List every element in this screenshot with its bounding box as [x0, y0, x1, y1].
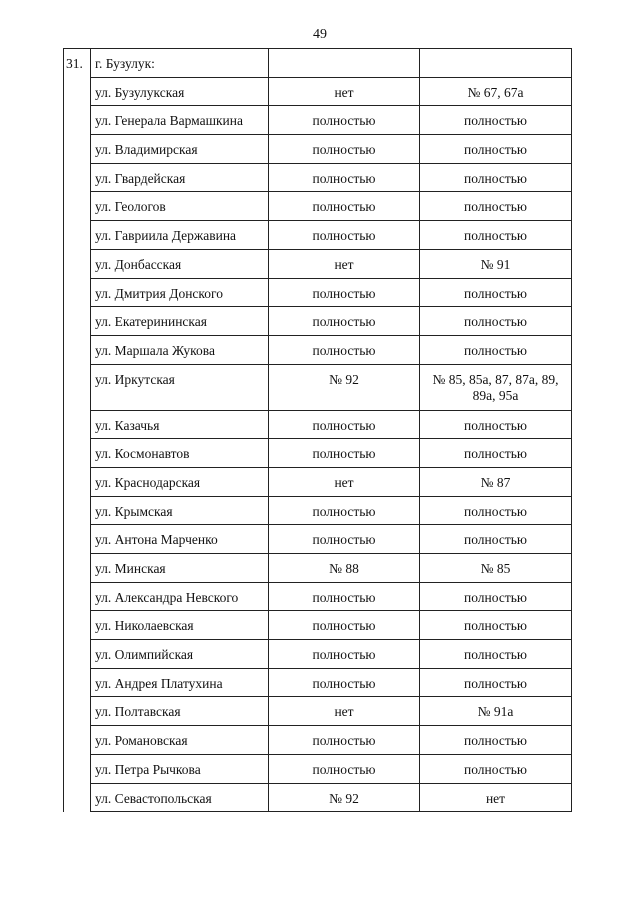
- value-a: нет: [269, 467, 420, 496]
- table-row: [64, 640, 572, 669]
- page-number: 49: [313, 27, 327, 42]
- value-b: № 67, 67а: [420, 77, 572, 106]
- row-number-cell: [64, 640, 91, 669]
- row-number-cell: [64, 467, 91, 496]
- table-row: [64, 106, 572, 135]
- value-b: полностью: [420, 106, 572, 135]
- row-number-cell: [64, 335, 91, 364]
- value-a: нет: [269, 249, 420, 278]
- value-b: полностью: [420, 582, 572, 611]
- row-number-cell: [64, 783, 91, 812]
- value-a: полностью: [269, 163, 420, 192]
- group-header-row: [64, 49, 572, 78]
- value-b: полностью: [420, 668, 572, 697]
- group-cell-a: [269, 49, 420, 78]
- street-name: ул. Генерала Вармашкина: [91, 106, 269, 135]
- row-number-cell: [64, 77, 91, 106]
- street-name: ул. Геологов: [91, 192, 269, 221]
- row-number-cell: [64, 192, 91, 221]
- row-number-cell: [64, 364, 91, 410]
- row-number-cell: [64, 410, 91, 439]
- street-name: ул. Бузулукская: [91, 77, 269, 106]
- table-row: [64, 192, 572, 221]
- street-name: ул. Крымская: [91, 496, 269, 525]
- value-a: нет: [269, 77, 420, 106]
- value-b: нет: [420, 783, 572, 812]
- value-a: № 88: [269, 554, 420, 583]
- value-b: полностью: [420, 192, 572, 221]
- value-a: полностью: [269, 410, 420, 439]
- streets-table-body: [64, 49, 572, 812]
- table-row: [64, 221, 572, 250]
- streets-table: [63, 48, 572, 812]
- row-number-cell: [64, 106, 91, 135]
- row-number-cell: [64, 221, 91, 250]
- value-a: полностью: [269, 135, 420, 164]
- group-city: г. Бузулук:: [91, 49, 269, 78]
- value-a: полностью: [269, 496, 420, 525]
- value-b: № 91: [420, 249, 572, 278]
- row-number-cell: [64, 582, 91, 611]
- row-number-cell: [64, 611, 91, 640]
- table-row: [64, 439, 572, 468]
- table-row: [64, 496, 572, 525]
- value-b: полностью: [420, 307, 572, 336]
- table-row: [64, 467, 572, 496]
- street-name: ул. Романовская: [91, 726, 269, 755]
- table-row: [64, 163, 572, 192]
- table-row: [64, 364, 572, 410]
- value-a: полностью: [269, 278, 420, 307]
- value-b: полностью: [420, 221, 572, 250]
- value-a: полностью: [269, 726, 420, 755]
- value-a: полностью: [269, 611, 420, 640]
- value-b: № 85: [420, 554, 572, 583]
- row-number-cell: [64, 135, 91, 164]
- row-number-cell: [64, 525, 91, 554]
- street-name: ул. Екатерининская: [91, 307, 269, 336]
- table-row: [64, 249, 572, 278]
- row-number-cell: [64, 278, 91, 307]
- value-a: полностью: [269, 754, 420, 783]
- value-a: полностью: [269, 582, 420, 611]
- value-b: № 85, 85а, 87, 87а, 89, 89а, 95а: [420, 364, 572, 410]
- table-row: [64, 754, 572, 783]
- value-a: полностью: [269, 106, 420, 135]
- value-b: полностью: [420, 439, 572, 468]
- value-a: № 92: [269, 783, 420, 812]
- value-a: полностью: [269, 640, 420, 669]
- table-row: [64, 554, 572, 583]
- value-b: полностью: [420, 410, 572, 439]
- value-b: № 87: [420, 467, 572, 496]
- street-name: ул. Казачья: [91, 410, 269, 439]
- table-row: [64, 77, 572, 106]
- street-name: ул. Николаевская: [91, 611, 269, 640]
- row-number-cell: [64, 726, 91, 755]
- row-number-cell: [64, 496, 91, 525]
- value-a: полностью: [269, 192, 420, 221]
- group-number: 31.: [64, 49, 91, 78]
- value-a: полностью: [269, 525, 420, 554]
- table-row: [64, 697, 572, 726]
- table-row: [64, 135, 572, 164]
- value-b: полностью: [420, 335, 572, 364]
- value-a: № 92: [269, 364, 420, 410]
- row-number-cell: [64, 307, 91, 336]
- value-a: полностью: [269, 221, 420, 250]
- table-row: [64, 278, 572, 307]
- street-name: ул. Севастопольская: [91, 783, 269, 812]
- street-name: ул. Космонавтов: [91, 439, 269, 468]
- street-name: ул. Гвардейская: [91, 163, 269, 192]
- table-row: [64, 582, 572, 611]
- value-b: полностью: [420, 496, 572, 525]
- street-name: ул. Иркутская: [91, 364, 269, 410]
- group-cell-b: [420, 49, 572, 78]
- value-a: полностью: [269, 307, 420, 336]
- street-name: ул. Краснодарская: [91, 467, 269, 496]
- street-name: ул. Андрея Платухина: [91, 668, 269, 697]
- table-row: [64, 611, 572, 640]
- value-b: полностью: [420, 525, 572, 554]
- value-b: полностью: [420, 754, 572, 783]
- table-row: [64, 410, 572, 439]
- table-row: [64, 668, 572, 697]
- table-row: [64, 525, 572, 554]
- row-number-cell: [64, 439, 91, 468]
- street-name: ул. Маршала Жукова: [91, 335, 269, 364]
- row-number-cell: [64, 554, 91, 583]
- value-b: № 91а: [420, 697, 572, 726]
- value-b: полностью: [420, 726, 572, 755]
- row-number-cell: [64, 249, 91, 278]
- street-name: ул. Александра Невского: [91, 582, 269, 611]
- street-name: ул. Владимирская: [91, 135, 269, 164]
- table-row: [64, 726, 572, 755]
- street-name: ул. Антона Марченко: [91, 525, 269, 554]
- value-a: полностью: [269, 439, 420, 468]
- street-name: ул. Минская: [91, 554, 269, 583]
- row-number-cell: [64, 754, 91, 783]
- value-b: полностью: [420, 611, 572, 640]
- street-name: ул. Полтавская: [91, 697, 269, 726]
- value-b: полностью: [420, 163, 572, 192]
- table-row: [64, 783, 572, 812]
- row-number-cell: [64, 163, 91, 192]
- value-a: полностью: [269, 335, 420, 364]
- row-number-cell: [64, 697, 91, 726]
- value-b: полностью: [420, 135, 572, 164]
- street-name: ул. Петра Рычкова: [91, 754, 269, 783]
- street-name: ул. Олимпийская: [91, 640, 269, 669]
- street-name: ул. Донбасская: [91, 249, 269, 278]
- street-name: ул. Гавриила Державина: [91, 221, 269, 250]
- value-b: полностью: [420, 640, 572, 669]
- street-name: ул. Дмитрия Донского: [91, 278, 269, 307]
- value-a: полностью: [269, 668, 420, 697]
- table-row: [64, 335, 572, 364]
- value-a: нет: [269, 697, 420, 726]
- table-row: [64, 307, 572, 336]
- row-number-cell: [64, 668, 91, 697]
- value-b: полностью: [420, 278, 572, 307]
